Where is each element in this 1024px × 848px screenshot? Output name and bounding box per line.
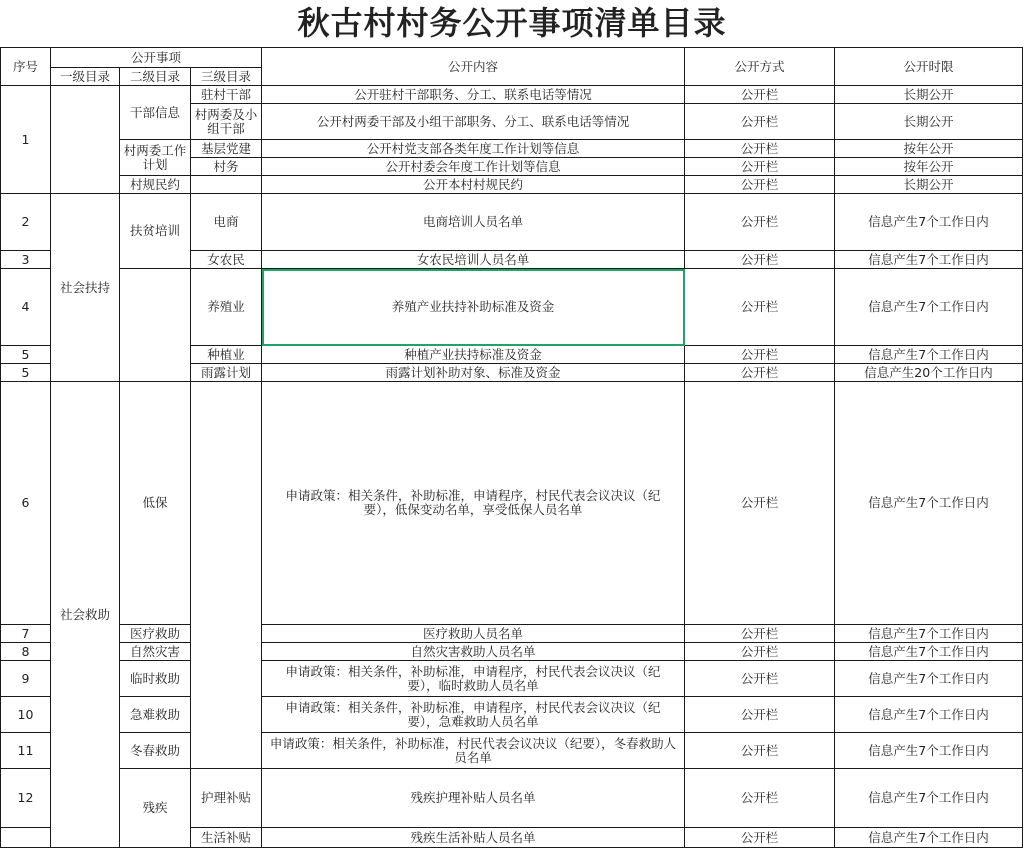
header-content[interactable]: 公开内容	[262, 48, 685, 86]
header-group[interactable]: 公开事项	[51, 48, 262, 68]
level3-cell[interactable]	[191, 382, 262, 769]
method-cell[interactable]: 公开栏	[685, 158, 835, 176]
content-cell-selected[interactable]: 养殖产业扶持补助标准及资金	[262, 269, 685, 346]
seq-cell[interactable]: 3	[1, 251, 51, 269]
level3-cell[interactable]: 种植业	[191, 346, 262, 364]
method-cell[interactable]: 公开栏	[685, 176, 835, 194]
method-cell[interactable]: 公开栏	[685, 251, 835, 269]
period-cell[interactable]: 信息产生7个工作日内	[835, 769, 1023, 828]
period-cell[interactable]: 信息产生7个工作日内	[835, 251, 1023, 269]
seq-cell[interactable]	[1, 828, 51, 848]
seq-cell[interactable]: 2	[1, 194, 51, 251]
content-cell[interactable]: 医疗救助人员名单	[262, 625, 685, 643]
content-cell[interactable]: 残疾护理补贴人员名单	[262, 769, 685, 828]
level2-cell[interactable]: 自然灾害	[120, 643, 191, 661]
table-row	[1, 86, 1023, 104]
level2-cell[interactable]: 临时救助	[120, 661, 191, 697]
content-cell[interactable]: 公开驻村干部职务、分工、联系电话等情况	[262, 86, 685, 104]
table-row	[1, 269, 1023, 346]
level2-cell[interactable]: 残疾	[120, 769, 191, 848]
content-cell[interactable]: 公开村两委干部及小组干部职务、分工、联系电话等情况	[262, 104, 685, 140]
sheet-title: 秋古村村务公开事项清单目录	[297, 4, 727, 42]
table-row	[1, 194, 1023, 251]
content-cell[interactable]: 申请政策：相关条件，补助标准，村民代表会议决议（纪要），冬春救助人员名单	[262, 733, 685, 769]
seq-cell[interactable]: 6	[1, 382, 51, 625]
method-cell[interactable]: 公开栏	[685, 104, 835, 140]
seq-cell[interactable]: 12	[1, 769, 51, 828]
method-cell[interactable]: 公开栏	[685, 382, 835, 625]
method-cell[interactable]: 公开栏	[685, 86, 835, 104]
table-row	[1, 661, 1023, 697]
table-row	[1, 176, 1023, 194]
level1-cell[interactable]: 社会扶持	[51, 194, 120, 382]
header-level3[interactable]: 三级目录	[191, 68, 262, 86]
level2-cell[interactable]	[120, 269, 191, 382]
method-cell[interactable]: 公开栏	[685, 828, 835, 848]
level3-cell[interactable]: 村务	[191, 158, 262, 176]
seq-cell[interactable]: 5	[1, 364, 51, 382]
period-cell[interactable]: 信息产生7个工作日内	[835, 697, 1023, 733]
level2-cell[interactable]: 村两委工作计划	[120, 140, 191, 176]
level2-cell[interactable]: 干部信息	[120, 86, 191, 140]
content-cell[interactable]: 电商培训人员名单	[262, 194, 685, 251]
method-cell[interactable]: 公开栏	[685, 625, 835, 643]
period-cell[interactable]: 信息产生7个工作日内	[835, 661, 1023, 697]
method-cell[interactable]: 公开栏	[685, 364, 835, 382]
period-cell[interactable]: 信息产生20个工作日内	[835, 364, 1023, 382]
level2-cell[interactable]: 医疗救助	[120, 625, 191, 643]
level3-cell[interactable]: 护理补贴	[191, 769, 262, 828]
period-cell[interactable]: 信息产生7个工作日内	[835, 382, 1023, 625]
period-cell[interactable]: 按年公开	[835, 158, 1023, 176]
content-cell[interactable]: 女农民培训人员名单	[262, 251, 685, 269]
content-cell[interactable]: 公开村党支部各类年度工作计划等信息	[262, 140, 685, 158]
method-cell[interactable]: 公开栏	[685, 643, 835, 661]
level3-cell[interactable]: 养殖业	[191, 269, 262, 346]
level3-cell[interactable]: 电商	[191, 194, 262, 251]
seq-cell[interactable]: 5	[1, 346, 51, 364]
content-cell[interactable]: 自然灾害救助人员名单	[262, 643, 685, 661]
table-row	[1, 140, 1023, 158]
method-cell[interactable]: 公开栏	[685, 140, 835, 158]
period-cell[interactable]: 信息产生7个工作日内	[835, 643, 1023, 661]
method-cell[interactable]: 公开栏	[685, 733, 835, 769]
period-cell[interactable]: 信息产生7个工作日内	[835, 194, 1023, 251]
seq-cell[interactable]: 1	[1, 86, 51, 194]
disclosure-table	[0, 47, 1023, 848]
level3-cell[interactable]: 生活补贴	[191, 828, 262, 848]
period-cell[interactable]: 长期公开	[835, 104, 1023, 140]
table-row	[1, 697, 1023, 733]
table-row	[1, 733, 1023, 769]
method-cell[interactable]: 公开栏	[685, 661, 835, 697]
period-cell[interactable]: 长期公开	[835, 86, 1023, 104]
table-row	[1, 382, 1023, 625]
level3-cell[interactable]: 雨露计划	[191, 364, 262, 382]
level3-cell[interactable]: 村两委及小组干部	[191, 104, 262, 140]
method-cell[interactable]: 公开栏	[685, 269, 835, 346]
level2-cell[interactable]: 村规民约	[120, 176, 191, 194]
content-cell[interactable]: 申请政策：相关条件，补助标准，申请程序，村民代表会议决议（纪要），急难救助人员名单	[262, 697, 685, 733]
header-seq[interactable]: 序号	[1, 48, 51, 86]
level2-cell[interactable]: 扶贫培训	[120, 194, 191, 269]
level3-cell[interactable]: 女农民	[191, 251, 262, 269]
table-row	[1, 769, 1023, 828]
seq-cell[interactable]: 10	[1, 697, 51, 733]
level3-cell[interactable]: 驻村干部	[191, 86, 262, 104]
content-cell[interactable]: 公开村委会年度工作计划等信息	[262, 158, 685, 176]
header-level2[interactable]: 二级目录	[120, 68, 191, 86]
content-cell[interactable]: 残疾生活补贴人员名单	[262, 828, 685, 848]
method-cell[interactable]: 公开栏	[685, 346, 835, 364]
header-period[interactable]: 公开时限	[835, 48, 1023, 86]
method-cell[interactable]: 公开栏	[685, 769, 835, 828]
level2-cell[interactable]: 冬春救助	[120, 733, 191, 769]
header-method[interactable]: 公开方式	[685, 48, 835, 86]
period-cell[interactable]: 信息产生7个工作日内	[835, 828, 1023, 848]
content-cell[interactable]: 申请政策：相关条件，补助标准，申请程序，村民代表会议决议（纪要），临时救助人员名单	[262, 661, 685, 697]
method-cell[interactable]: 公开栏	[685, 697, 835, 733]
period-cell[interactable]: 信息产生7个工作日内	[835, 269, 1023, 346]
table-row	[1, 625, 1023, 643]
seq-cell[interactable]: 7	[1, 625, 51, 643]
content-cell[interactable]: 公开本村村规民约	[262, 176, 685, 194]
seq-cell[interactable]: 8	[1, 643, 51, 661]
header-row	[1, 48, 1023, 68]
level3-cell[interactable]: 基层党建	[191, 140, 262, 158]
method-cell[interactable]: 公开栏	[685, 194, 835, 251]
level3-cell[interactable]	[191, 176, 262, 194]
period-cell[interactable]: 信息产生7个工作日内	[835, 346, 1023, 364]
seq-cell[interactable]: 11	[1, 733, 51, 769]
table-row	[1, 643, 1023, 661]
seq-cell[interactable]: 9	[1, 661, 51, 697]
level1-cell[interactable]: 社会救助	[51, 382, 120, 848]
content-cell[interactable]: 申请政策：相关条件，补助标准，申请程序，村民代表会议决议（纪要），低保变动名单，享受低保人员名单	[262, 382, 685, 625]
content-cell[interactable]: 种植产业扶持标准及资金	[262, 346, 685, 364]
period-cell[interactable]: 信息产生7个工作日内	[835, 733, 1023, 769]
period-cell[interactable]: 按年公开	[835, 140, 1023, 158]
level2-cell[interactable]: 低保	[120, 382, 191, 625]
period-cell[interactable]: 信息产生7个工作日内	[835, 625, 1023, 643]
seq-cell[interactable]: 4	[1, 269, 51, 346]
period-cell[interactable]: 长期公开	[835, 176, 1023, 194]
level1-cell[interactable]	[51, 86, 120, 194]
header-level1[interactable]: 一级目录	[51, 68, 120, 86]
content-cell[interactable]: 雨露计划补助对象、标准及资金	[262, 364, 685, 382]
level2-cell[interactable]: 急难救助	[120, 697, 191, 733]
